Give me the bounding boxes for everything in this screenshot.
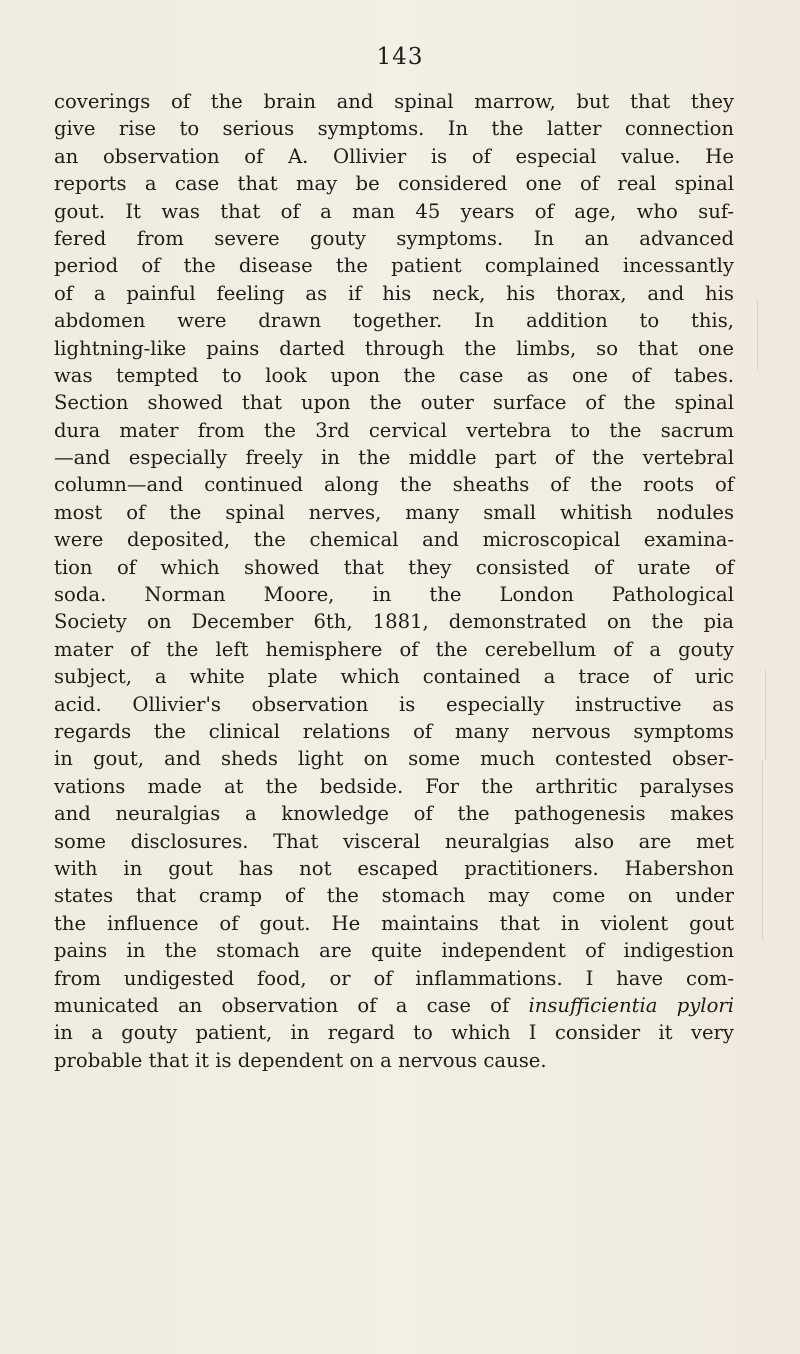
text-line: dura mater from the 3rd cervical vertebra to the sacrum: [54, 418, 734, 442]
text-line: fered from severe gouty symptoms. In an advanced: [54, 226, 734, 250]
text-line: the influence of gout. He maintains that in violent gout: [54, 911, 734, 935]
text-line: Society on December 6th, 1881, demonstrated on the pia: [54, 610, 734, 634]
text-line: —and especially freely in the middle part of the vertebral: [54, 446, 734, 470]
text-line: in a gouty patient, in regard to which I consider it very: [54, 1021, 734, 1045]
text-line: some disclosures. That visceral neuralgias also are met: [54, 829, 734, 853]
text-line: with in gout has not escaped practitioners. Habershon: [54, 856, 734, 880]
text-line: regards the clinical relations of many nervous symptoms: [54, 719, 734, 743]
text-line: subject, a white plate which contained a trace of uric: [54, 665, 734, 689]
text-line: abdomen were drawn together. In addition to this,: [54, 309, 734, 333]
paper-edge-mark: [765, 670, 766, 760]
text-line: were deposited, the chemical and microscopical examina-: [54, 528, 734, 552]
text-line: reports a case that may be considered one of real spinal: [54, 172, 734, 196]
text-line: most of the spinal nerves, many small whitish nodules: [54, 500, 734, 524]
page-number: 143: [376, 44, 424, 70]
text-line: from undigested food, or of inflammations. I have com-: [54, 966, 734, 990]
text-line: Section showed that upon the outer surface of the spinal: [54, 391, 734, 415]
body-paragraph: [54, 88, 734, 1074]
text-line: soda. Norman Moore, in the London Pathological: [54, 583, 734, 607]
text-line: gout. It was that of a man 45 years of age, who suf-: [54, 199, 734, 223]
text-line: and neuralgias a knowledge of the pathogenesis makes: [54, 802, 734, 826]
paper-edge-mark: [762, 760, 763, 940]
text-line: of a painful feeling as if his neck, his thorax, and his: [54, 281, 734, 305]
text-line: pains in the stomach are quite independent of indigestion: [54, 939, 734, 963]
text-line: in gout, and sheds light on some much contested obser-: [54, 747, 734, 771]
text-line: vations made at the bedside. For the arthritic paralyses: [54, 774, 734, 798]
text-line: period of the disease the patient complained incessantly: [54, 254, 734, 278]
text-line: acid. Ollivier's observation is especially instructive as: [54, 692, 734, 716]
text-line-last: probable that it is dependent on a nervous cause.: [54, 1048, 547, 1072]
text-segment: municated an observation of a case of: [54, 993, 510, 1017]
text-line: states that cramp of the stomach may come on under: [54, 884, 734, 908]
text-line: lightning-like pains darted through the limbs, so that one: [54, 336, 734, 360]
italic-term: insufficientia pylori: [528, 993, 734, 1017]
paper-edge-mark: [757, 300, 758, 370]
text-line: was tempted to look upon the case as one of tabes.: [54, 363, 734, 387]
text-line-with-italic: [54, 992, 734, 1019]
text-line: mater of the left hemisphere of the cerebellum of a gouty: [54, 637, 734, 661]
text-line: tion of which showed that they consisted of urate of: [54, 555, 734, 579]
text-line: column—and continued along the sheaths of the roots of: [54, 473, 734, 497]
text-line: give rise to serious symptoms. In the latter connection: [54, 117, 734, 141]
text-line: an observation of A. Ollivier is of especial value. He: [54, 144, 734, 168]
text-line: coverings of the brain and spinal marrow, but that they: [54, 90, 734, 113]
